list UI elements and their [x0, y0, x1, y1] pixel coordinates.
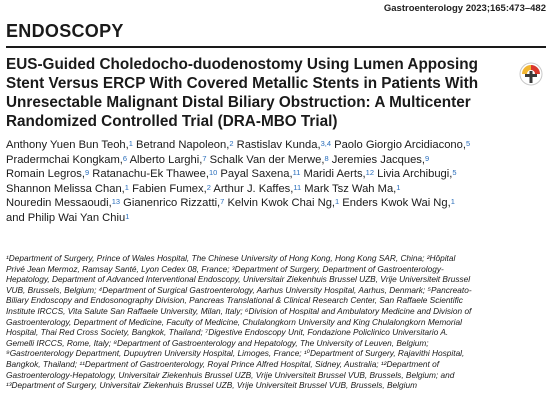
- author-name: Alberto Larghi,: [127, 153, 203, 166]
- author-line: [6, 211, 552, 226]
- affiliation-marker[interactable]: 10: [208, 168, 218, 178]
- affiliation-marker[interactable]: 8: [324, 153, 329, 163]
- title-line: Unresectable Malignant Distal Biliary Obstruction: A Multicenter: [6, 94, 471, 111]
- author-name: Ratanachu-Ek Thawee,: [89, 168, 209, 181]
- author-line: [6, 167, 552, 182]
- affiliation-marker[interactable]: 9: [84, 168, 90, 178]
- author-name: Pradermchai Kongkam,: [6, 153, 123, 166]
- title-line: EUS-Guided Choledocho-duodenostomy Using Lumen Apposing: [6, 56, 478, 73]
- author-name: Enders Kwok Wai Ng,: [339, 197, 451, 210]
- affiliation-marker[interactable]: 7: [202, 153, 207, 163]
- author-name: Fabien Fumex,: [128, 182, 207, 195]
- affiliation-marker[interactable]: 3,4: [320, 139, 332, 148]
- affiliation-line: ¹Department of Surgery, Prince of Wales Hospital, The Chinese University of Hong Kong, Hong Kong SAR, China; ²Hôpital: [6, 253, 456, 263]
- affiliation-line: Hepatology, Department of Advanced Interventional Endoscopy, Universitair Ziekenhuis Brussel UZB, Vrije Universiteit Brussel: [6, 274, 471, 285]
- title-line: Stent Versus ERCP With Covered Metallic Stents in Patients With: [6, 75, 479, 92]
- affiliation-marker[interactable]: 6: [122, 153, 128, 163]
- affiliation-marker[interactable]: 12: [365, 168, 375, 178]
- title-line: Randomized Controlled Trial (DRA-MBO Trial): [6, 113, 338, 130]
- author-name: Paolo Giorgio Arcidiacono,: [331, 139, 466, 151]
- author-name: Jeremies Jacques,: [328, 153, 426, 166]
- affiliation-marker[interactable]: 1: [335, 197, 340, 207]
- author-name: Shannon Melissa Chan,: [6, 182, 125, 195]
- author-name: Maridi Aerts,: [300, 168, 366, 181]
- affiliation-line: Hospital, Thai Red Cross Society, Bangkok, Thailand; ⁷Digestive Endoscopy Unit, Fondazione Policlinico Universitario A.: [6, 327, 449, 338]
- affiliation-marker[interactable]: 5: [465, 139, 471, 148]
- author-line: [6, 138, 552, 153]
- affiliation-marker[interactable]: 1: [450, 197, 455, 207]
- affiliation-marker[interactable]: 13: [111, 197, 121, 207]
- affiliation-marker[interactable]: 1: [396, 182, 401, 192]
- affiliation-line: VUB, Brussels, Belgium; ⁴Department of Surgical Gastroenterology, Aarhus University Hospital, Aarhus, Denmark; ⁵Pancreato-: [6, 284, 472, 295]
- journal-reference: Gastroenterology 2023;165:473–482: [383, 3, 546, 14]
- affiliation-line: Biliary Endoscopy and Endosonography Division, Pancreas Translational & Clinical Research Center, San Raffaele Scientific: [6, 295, 463, 306]
- affiliation-marker[interactable]: 1: [125, 211, 130, 221]
- affiliation-line: ⁹Gastroenterology Department, Dupuytren University Hospital, Limoges, France; ¹⁰Department of Surgery, Rajavithi Hospital,: [6, 348, 465, 359]
- author-name: Arthur J. Kaffes,: [210, 182, 294, 195]
- affiliation-line: Gemelli IRCCS, Rome, Italy; ⁸Department of Gastroenterology and Hepatology, The University of Leuven, Belgium;: [6, 337, 429, 348]
- author-name: Betrand Napoleon,: [132, 139, 230, 151]
- crossmark-icon[interactable]: [519, 62, 543, 86]
- author-name: Livia Archibugi,: [374, 168, 453, 181]
- author-name: Mark Tsz Wah Ma,: [301, 182, 397, 195]
- author-list: [6, 138, 552, 226]
- author-name: Romain Legros,: [6, 168, 85, 181]
- author-name: Anthony Yuen Bun Teoh,: [6, 139, 129, 151]
- affiliation-line: Gastroenterology, Department of Medicine, Faculty of Medicine, Chulalongkorn University and King Chulalongkorn Memorial: [6, 316, 462, 327]
- affiliation-line: ¹³Department of Surgery, Universitair Ziekenhuis Brussel UZB, Vrije Universiteit Brussel VUB, Brussels, Belgium: [6, 380, 417, 391]
- affiliation-marker[interactable]: 11: [292, 168, 301, 178]
- affiliation-marker[interactable]: 5: [452, 168, 457, 178]
- affiliation-line: Institute IRCCS, Vita Salute San Raffaele University, Milan, Italy; ⁶Division of Hospital and Ambulatory Medicine and Division of: [6, 305, 472, 316]
- affiliation-marker[interactable]: 1: [124, 182, 129, 192]
- author-name: Rastislav Kunda,: [233, 139, 321, 151]
- affiliation-marker[interactable]: 2: [206, 182, 211, 192]
- section-divider: [6, 46, 546, 48]
- affiliation-line: Gastroenterology-Hepatology, Universitair Ziekenhuis Brussel UZB, Vrije Universiteit Brussel VUB, Brussels, Belgium; and: [6, 369, 455, 380]
- section-heading: ENDOSCOPY: [6, 21, 124, 41]
- affiliation-marker[interactable]: 7: [220, 197, 225, 207]
- affiliation-line: Bangkok, Thailand; ¹¹Department of Gastroenterology, Royal Prince Alfred Hospital, Sidney, Australia; ¹²Department of: [6, 358, 440, 369]
- author-name: and Philip Wai Yan Chiu: [6, 211, 126, 224]
- affiliation-marker[interactable]: 9: [425, 153, 430, 163]
- author-line: [6, 153, 552, 168]
- affiliation-marker[interactable]: 11: [293, 182, 302, 192]
- author-line: [6, 182, 552, 197]
- author-name: Gianenrico Rizzatti,: [120, 197, 221, 210]
- affiliation-marker[interactable]: 1: [128, 139, 133, 148]
- affiliation-line: Privé Jean Mermoz, Ramsay Santé, Lyon Cedex 08, France; ³Department of Surgery, Department of Gastroenterology-: [6, 263, 444, 274]
- affiliations: [6, 253, 548, 391]
- article-title: [6, 55, 511, 131]
- author-name: Nouredin Messaoudi,: [6, 197, 112, 210]
- author-line: [6, 196, 552, 211]
- author-name: Payal Saxena,: [217, 168, 293, 181]
- author-name: Kelvin Kwok Chai Ng,: [224, 197, 336, 210]
- affiliation-marker[interactable]: 2: [229, 139, 234, 148]
- author-name: Schalk Van der Merwe,: [206, 153, 325, 166]
